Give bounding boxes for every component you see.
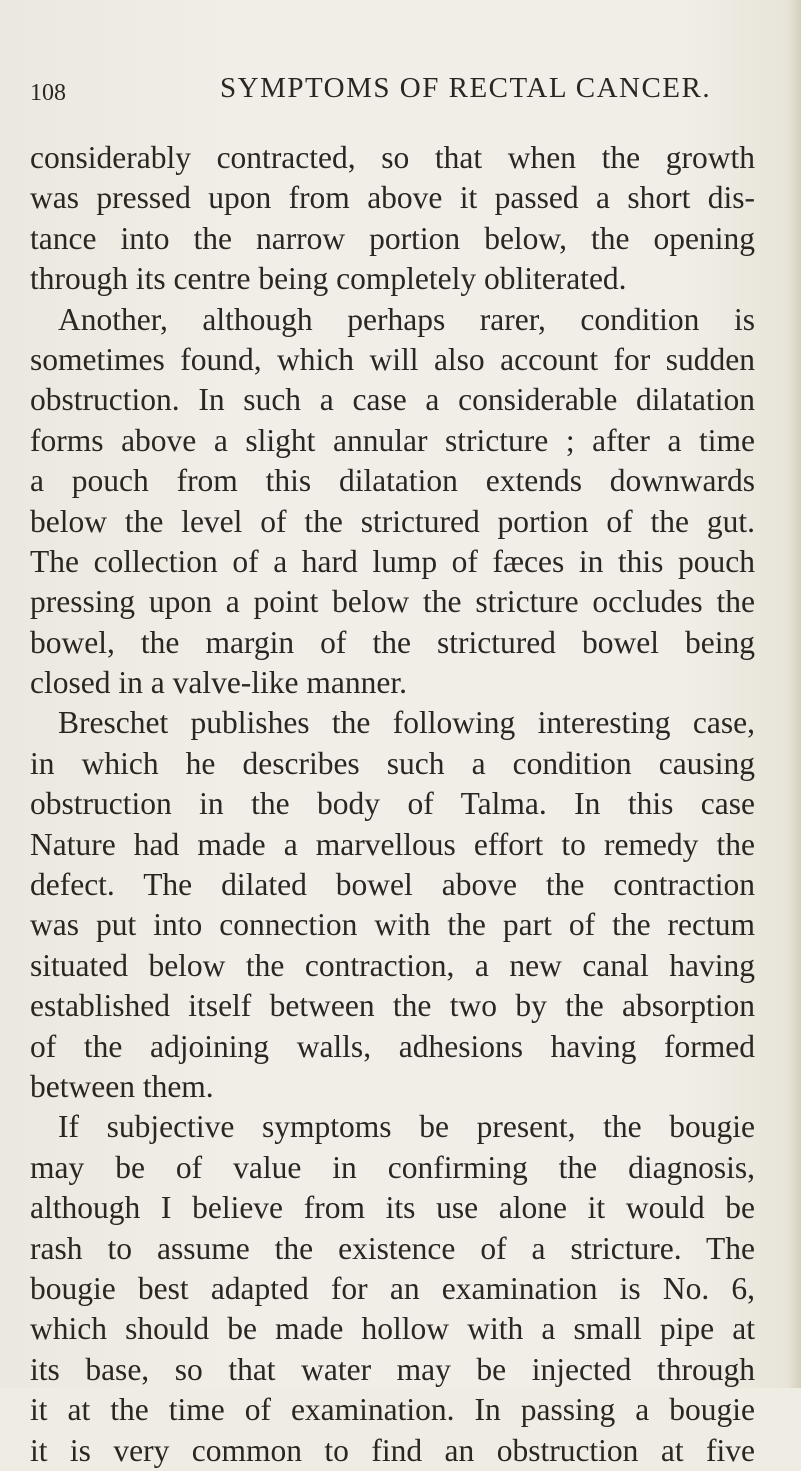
text-line: pressing upon a point below the stricture occludes the — [30, 584, 755, 620]
text-line: obstruction. In such a case a considerable dilatation — [30, 382, 755, 418]
text-line: was pressed upon from above it passed a short dis- — [30, 180, 755, 216]
text-line: defect. The dilated bowel above the contraction — [30, 867, 755, 903]
text-line: between them. — [30, 1068, 214, 1104]
text-line: was put into connection with the part of the rectum — [30, 907, 755, 943]
text-line: bowel, the margin of the strictured bowel being — [30, 624, 755, 660]
text-line: obstruction in the body of Talma. In this case — [30, 786, 755, 822]
text-line: The collection of a hard lump of fæces in this pouch — [30, 543, 755, 579]
text-line: Breschet publishes the following interesting case, — [58, 705, 755, 741]
text-line: which should be made hollow with a small pipe at — [30, 1311, 755, 1347]
text-line: below the level of the strictured portion of the gut. — [30, 503, 755, 539]
text-line: of the adjoining walls, adhesions having formed — [30, 1028, 755, 1064]
text-line: forms above a slight annular stricture ; after a time — [30, 422, 755, 458]
text-line: considerably contracted, so that when the growth — [30, 140, 755, 175]
text-line: Nature had made a marvellous effort to remedy the — [30, 826, 755, 862]
text-line: it is very common to find an obstruction at five — [30, 1432, 755, 1468]
text-line: sometimes found, which will also account for sudden — [30, 341, 755, 377]
text-line: closed in a valve-like manner. — [30, 665, 407, 701]
running-head: SYMPTOMS OF RECTAL CANCER. — [220, 72, 712, 104]
text-line: in which he describes such a condition causing — [30, 745, 755, 781]
text-line: tance into the narrow portion below, the opening — [30, 220, 755, 256]
text-line: Another, although perhaps rarer, condition is — [58, 301, 755, 337]
text-line: If subjective symptoms be present, the bougie — [58, 1109, 755, 1145]
text-line: its base, so that water may be injected through — [30, 1351, 755, 1387]
page-edge-shadow — [787, 0, 801, 1388]
text-line: may be of value in confirming the diagnosis, — [30, 1149, 755, 1185]
text-line: established itself between the two by the absorption — [30, 988, 755, 1024]
text-line: a pouch from this dilatation extends downwards — [30, 463, 755, 499]
text-line: through its centre being completely obliterated. — [30, 261, 627, 297]
text-line: situated below the contraction, a new canal having — [30, 947, 755, 983]
body-text — [30, 138, 755, 1471]
text-line: rash to assume the existence of a stricture. The — [30, 1230, 755, 1266]
page-header — [30, 72, 750, 112]
page-number: 108 — [30, 80, 66, 106]
text-line: bougie best adapted for an examination is No. 6, — [30, 1270, 755, 1306]
text-line: although I believe from its use alone it would be — [30, 1190, 755, 1226]
text-line: it at the time of examination. In passing a bougie — [30, 1392, 755, 1428]
